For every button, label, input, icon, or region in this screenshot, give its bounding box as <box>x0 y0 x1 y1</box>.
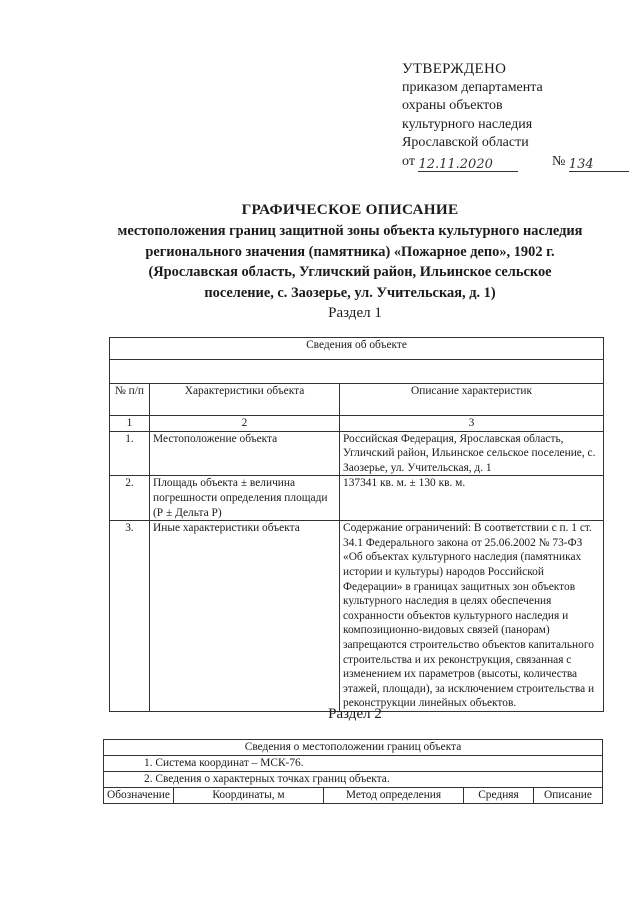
number-field <box>569 156 629 172</box>
table-caption: Сведения о местоположении границ объекта <box>104 740 603 756</box>
row-num: 3. <box>110 521 150 712</box>
section-2-heading: Раздел 2 <box>328 706 382 722</box>
row-description: 137341 кв. м. ± 130 кв. м. <box>340 476 604 521</box>
col-header-method: Метод определения <box>324 787 464 803</box>
approval-date-row <box>402 153 629 172</box>
col-number: 2 <box>150 416 340 432</box>
col-header-designation: Обозначение <box>104 787 174 803</box>
col-number: 1 <box>110 416 150 432</box>
row-characteristic: Иные характеристики объекта <box>150 521 340 712</box>
title-line: поселение, с. Заозерье, ул. Учительская, д. 1) <box>204 285 496 302</box>
approval-line: охраны объектов <box>402 98 503 114</box>
table-row <box>110 521 604 712</box>
number-label: № <box>551 153 566 169</box>
col-header-description: Описание характеристик <box>340 384 604 416</box>
col-header-description: Описание <box>534 787 603 803</box>
from-label: от <box>402 153 415 169</box>
blank-row <box>110 360 604 384</box>
row-description: Содержание ограничений: В соответствии с п. 1 ст. 34.1 Федерального закона от 25.06.2002 № 73-ФЗ «Об объектах культурного наследия (памятниках истории и культуры) народов Российской Федерации» в границах защитных зон объектов культурного наследия в целях обеспечения сохранности объектов культурного наследия и композиционно-видовых связей (панорам) запрещаются строительство объектов капитального строительства и их реконструкция, связанная с изменением их параметров (высоты, количества этажей, площади), за исключением строительства и реконструкции линейных объектов. <box>340 521 604 712</box>
handwritten-number: 134 <box>568 156 594 172</box>
date-field <box>418 156 518 172</box>
approval-line: культурного наследия <box>402 116 533 132</box>
col-number: 3 <box>340 416 604 432</box>
title-line: регионального значения (памятника) «Пожарное депо», 1902 г. <box>145 243 555 260</box>
col-header-characteristic: Характеристики объекта <box>150 384 340 416</box>
boundary-points-note: 2. Сведения о характерных точках границ объекта. <box>104 771 603 787</box>
object-info-table <box>109 337 604 712</box>
approval-line: Ярославской области <box>402 135 529 151</box>
col-header-average: Средняя <box>464 787 534 803</box>
approval-line: приказом департамента <box>402 79 543 95</box>
row-num: 1. <box>110 431 150 476</box>
approval-stamp <box>402 60 629 172</box>
title-main: ГРАФИЧЕСКОЕ ОПИСАНИЕ <box>241 201 459 218</box>
col-header-coordinates: Координаты, м <box>174 787 324 803</box>
row-description: Российская Федерация, Ярославская область, Угличский район, Ильинское сельское поселение, с. Заозерье, ул. Учительская, д. 1 <box>340 431 604 476</box>
table-caption: Сведения об объекте <box>110 338 604 360</box>
boundary-info-table <box>103 739 603 804</box>
row-characteristic: Площадь объекта ± величина погрешности определения площади (Р ± Дельта Р) <box>150 476 340 521</box>
table-row <box>110 431 604 476</box>
table-row <box>110 476 604 521</box>
title-line: местоположения границ защитной зоны объекта культурного наследия <box>117 222 583 239</box>
coordinate-system: 1. Система координат – МСК-76. <box>104 755 603 771</box>
approved-label: УТВЕРЖДЕНО <box>402 61 507 77</box>
title-line: (Ярославская область, Угличский район, Ильинское сельское <box>148 264 552 281</box>
row-characteristic: Местоположение объекта <box>150 431 340 476</box>
handwritten-date: 12.11.2020 <box>418 156 493 172</box>
col-header-num: № п/п <box>110 384 150 416</box>
document-title <box>100 200 600 304</box>
row-num: 2. <box>110 476 150 521</box>
section-1-heading: Раздел 1 <box>328 305 382 321</box>
